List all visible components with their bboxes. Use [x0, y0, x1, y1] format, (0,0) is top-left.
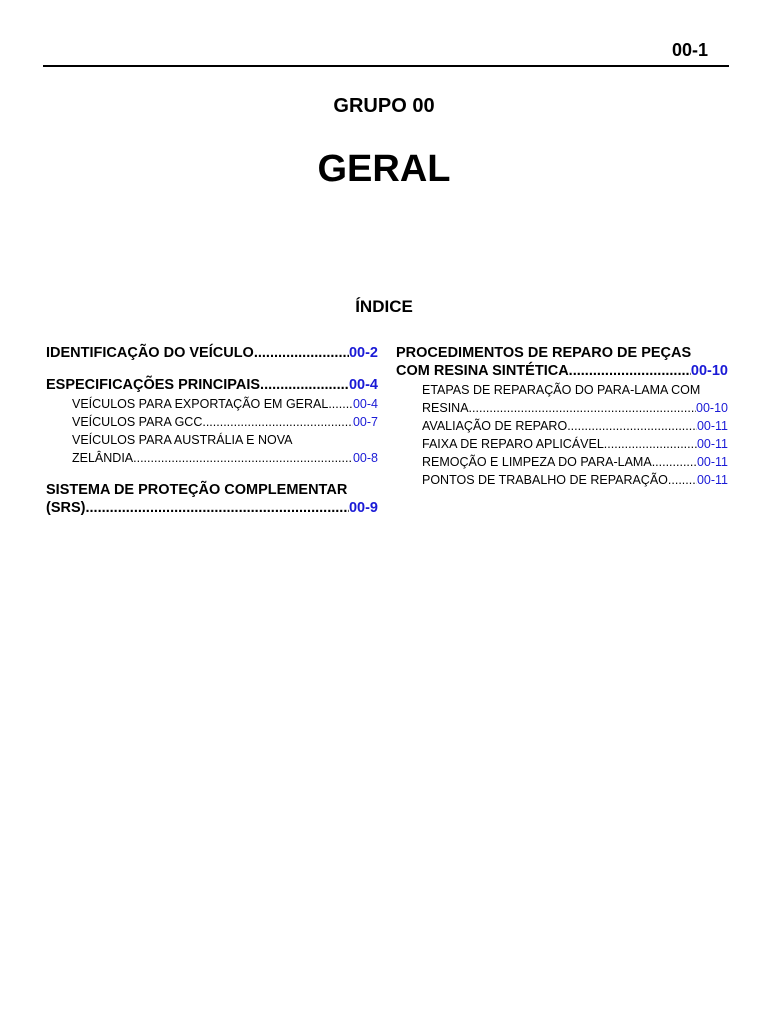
dot-leader: [569, 362, 691, 380]
toc-page-link[interactable]: 00-10: [690, 363, 728, 379]
toc-page-link[interactable]: 00-2: [348, 345, 378, 361]
toc-entry-title-line1[interactable]: PROCEDIMENTOS DE REPARO DE PEÇAS: [396, 345, 692, 361]
header-rule: [43, 65, 729, 67]
index-heading: ÍNDICE: [355, 297, 413, 316]
toc-sub-list: [396, 381, 728, 489]
toc-page-link[interactable]: 00-11: [696, 419, 728, 433]
toc-page-link[interactable]: 00-8: [352, 451, 378, 465]
toc-right-column: [396, 344, 728, 503]
toc-sub-entry[interactable]: [422, 399, 728, 417]
toc-page-link[interactable]: 00-7: [352, 415, 378, 429]
toc-sub-title[interactable]: PONTOS DE TRABALHO DE REPARAÇÃO: [422, 473, 668, 487]
toc-sub-entry[interactable]: [72, 395, 378, 413]
page-title: GERAL: [317, 148, 451, 190]
toc-entry-srs[interactable]: [46, 481, 378, 517]
toc-sub-title[interactable]: AVALIAÇÃO DE REPARO: [422, 419, 568, 433]
toc-page-link[interactable]: 00-11: [696, 437, 728, 451]
toc-left-column: [46, 344, 378, 531]
dot-leader: [652, 453, 697, 471]
toc-page-link[interactable]: 00-11: [696, 455, 728, 469]
toc-sub-title[interactable]: VEÍCULOS PARA GCC: [72, 415, 203, 429]
toc-sub-entry[interactable]: [422, 453, 728, 471]
toc-page-link[interactable]: 00-4: [348, 377, 378, 393]
toc-entry-row[interactable]: [46, 376, 378, 394]
toc-sub-entry[interactable]: [72, 413, 378, 431]
toc-entry-title-line1[interactable]: SISTEMA DE PROTEÇÃO COMPLEMENTAR: [46, 482, 348, 498]
dot-leader: [254, 344, 349, 362]
dot-leader: [85, 499, 348, 517]
toc-sub-title-line2[interactable]: RESINA: [422, 401, 469, 415]
toc-entry-title[interactable]: IDENTIFICAÇÃO DO VEÍCULO: [46, 345, 254, 361]
toc-sub-entry[interactable]: [72, 449, 378, 467]
toc-entry-main-specs[interactable]: [46, 376, 378, 467]
toc-sub-title[interactable]: REMOÇÃO E LIMPEZA DO PARA-LAMA: [422, 455, 652, 469]
page-number: 00-1: [671, 40, 708, 60]
toc-page-link[interactable]: 00-10: [696, 401, 728, 415]
dot-leader: [133, 449, 353, 467]
dot-leader: [604, 435, 697, 453]
toc-sub-entry[interactable]: [422, 417, 728, 435]
dot-leader: [668, 471, 697, 489]
toc-entry-title-line2[interactable]: COM RESINA SINTÉTICA: [396, 363, 569, 379]
dot-leader: [202, 413, 353, 431]
toc-sub-title-line1[interactable]: VEÍCULOS PARA AUSTRÁLIA E NOVA: [72, 433, 293, 447]
toc-page-link[interactable]: 00-4: [352, 397, 378, 411]
toc-sub-title[interactable]: FAIXA DE REPARO APLICÁVEL: [422, 437, 604, 451]
dot-leader: [469, 399, 696, 417]
toc-sub-entry[interactable]: [422, 435, 728, 453]
toc-sub-title-line1[interactable]: ETAPAS DE REPARAÇÃO DO PARA-LAMA COM: [422, 383, 701, 397]
group-heading: GRUPO 00: [333, 95, 435, 117]
toc-page-link[interactable]: 00-9: [348, 500, 378, 516]
toc-sub-entry[interactable]: [422, 471, 728, 489]
toc-entry-row[interactable]: [46, 344, 378, 362]
toc-page-link[interactable]: 00-11: [696, 473, 728, 487]
toc-sub-title[interactable]: VEÍCULOS PARA EXPORTAÇÃO EM GERAL: [72, 397, 329, 411]
toc-entry-title-line2[interactable]: (SRS): [46, 500, 86, 516]
toc-entry-resin-repair[interactable]: [396, 344, 728, 489]
dot-leader: [328, 395, 353, 413]
toc-sub-list: [46, 395, 378, 467]
toc-entry-row[interactable]: [396, 362, 728, 380]
toc-entry-vehicle-id[interactable]: [46, 344, 378, 362]
toc-entry-row[interactable]: [46, 499, 378, 517]
dot-leader: [260, 376, 349, 394]
dot-leader: [567, 417, 697, 435]
toc-sub-title-line2[interactable]: ZELÂNDIA: [72, 451, 134, 465]
toc-entry-title[interactable]: ESPECIFICAÇÕES PRINCIPAIS: [46, 377, 261, 393]
